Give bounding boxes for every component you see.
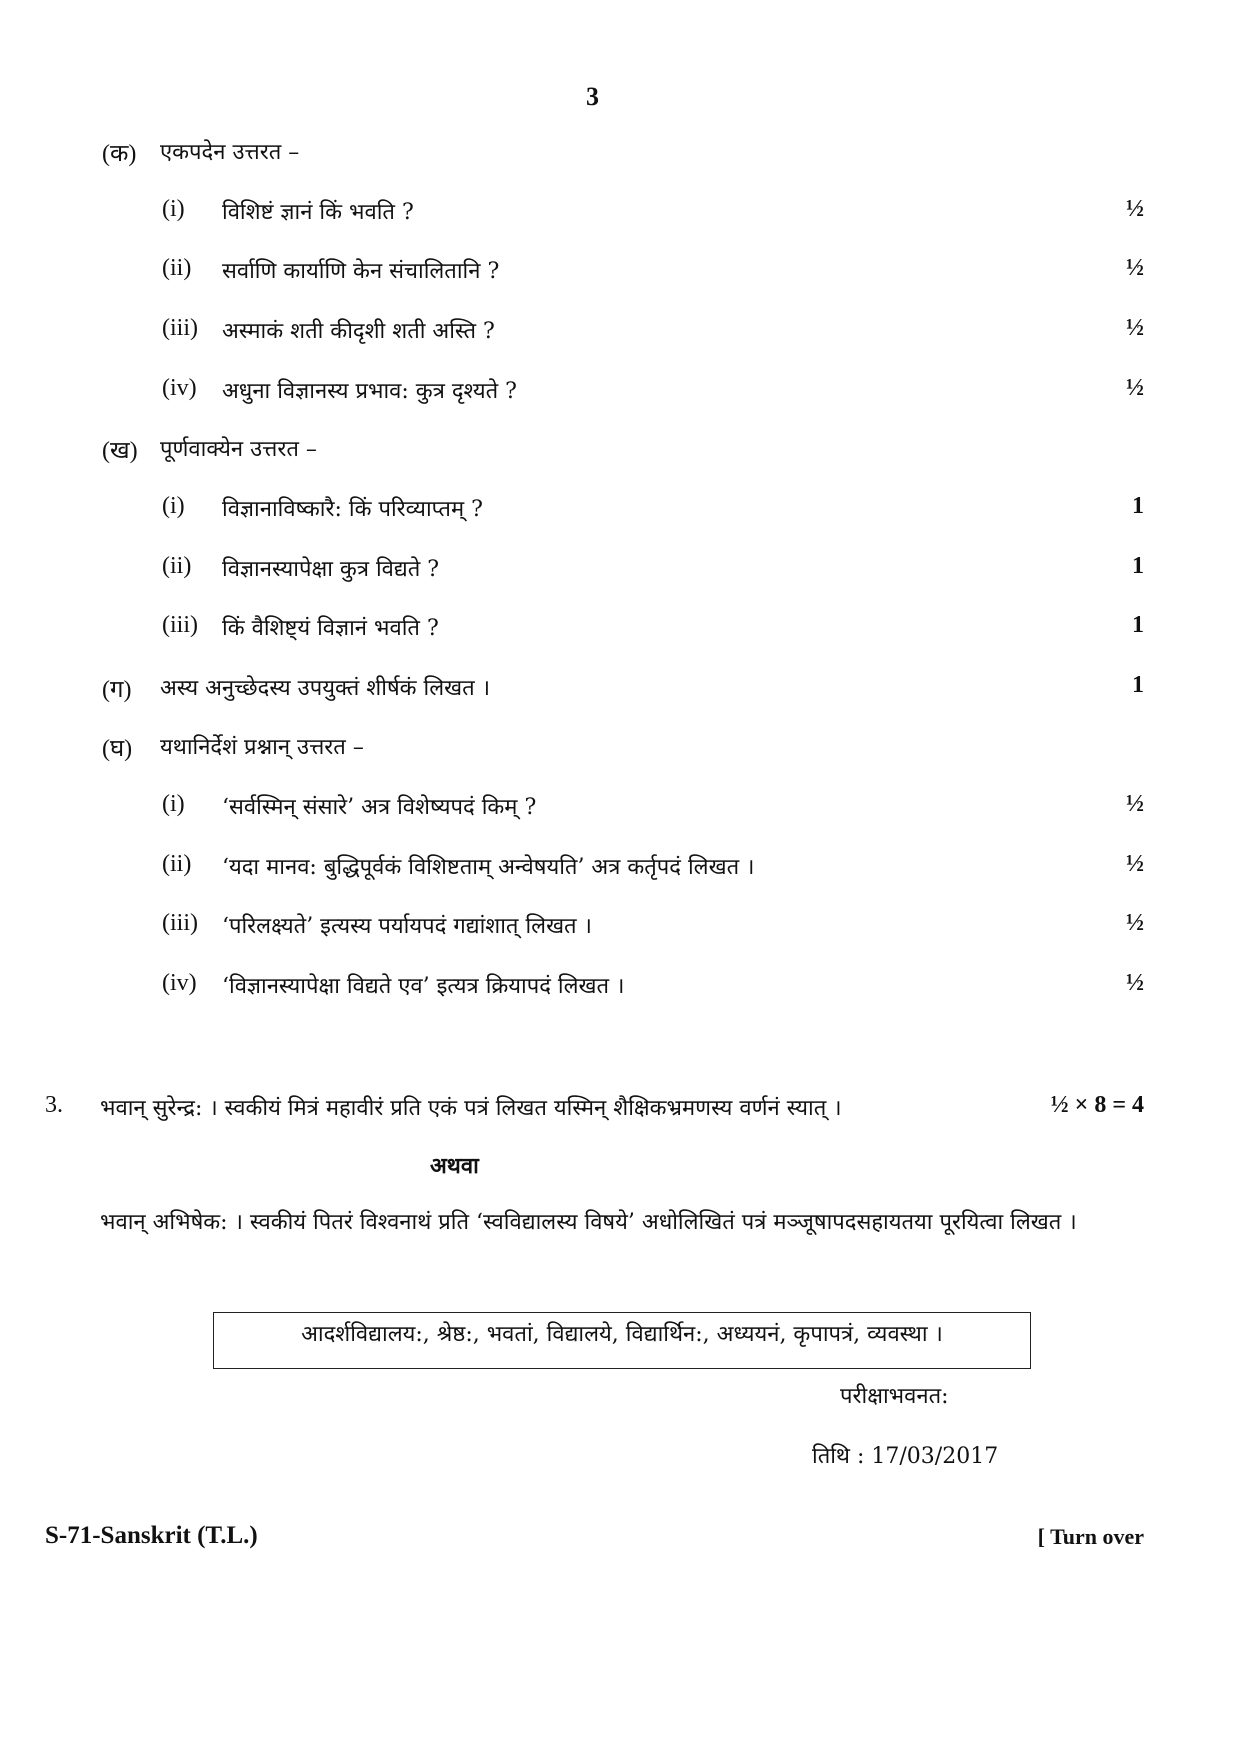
section-kha-label: (ख) [102,438,138,464]
gha-q3-marks: ½ [1126,910,1144,936]
ka-q2-text: सर्वाणि कार्याणि केन संचालितानि ? [222,259,500,284]
section-gha-label: (घ) [102,736,133,762]
gha-q4-marks: ½ [1126,970,1144,996]
ka-q3-marks: ½ [1126,315,1144,341]
section-ka-label: (क) [102,141,137,167]
kha-q1-num: (i) [162,493,185,519]
gha-q1-num: (i) [162,791,185,817]
section-ka-title: एकपदेन उत्तरत – [160,140,300,165]
kha-q3-text: किं वैशिष्ट्यं विज्ञानं भवति ? [222,616,439,641]
letter-sender-place: परीक्षाभवनत: [840,1384,949,1409]
gha-q4-num: (iv) [162,970,197,996]
paper-code: S-71-Sanskrit (T.L.) [45,1522,258,1549]
page-number: 3 [586,82,599,111]
gha-q4-text: ‘विज्ञानस्यापेक्षा विद्यते एव’ इत्यत्र क्रियापदं लिखत । [222,974,625,999]
ka-q2-num: (ii) [162,255,192,281]
gha-q1-text: ‘सर्वस्मिन् संसारे’ अत्र विशेष्यपदं किम् ? [222,795,537,820]
kha-q1-text: विज्ञानाविष्कारै: किं परिव्याप्तम् ? [222,497,483,522]
question-3-text: भवान् सुरेन्द्र: । स्वकीयं मित्रं महावीरं प्रति एकं पत्रं लिखत यस्मिन् शैक्षिकभ्रमणस्य वर्णनं स्यात् । [100,1096,842,1121]
kha-q2-text: विज्ञानस्यापेक्षा कुत्र विद्यते ? [222,557,440,582]
ka-q4-text: अधुना विज्ञानस्य प्रभाव: कुत्र दृश्यते ? [222,379,517,404]
kha-q3-num: (iii) [162,612,198,638]
kha-q2-marks: 1 [1132,553,1144,579]
ka-q4-marks: ½ [1126,375,1144,401]
gha-q3-text: ‘परिलक्ष्यते’ इत्यस्य पर्यायपदं गद्यांशात् लिखत । [222,914,592,939]
gha-q3-num: (iii) [162,910,198,936]
question-3-marks: ½ × 8 = 4 [1050,1092,1144,1118]
gha-q1-marks: ½ [1126,791,1144,817]
gha-q2-num: (ii) [162,851,192,877]
ka-q2-marks: ½ [1126,255,1144,281]
ka-q1-text: विशिष्टं ज्ञानं किं भवति ? [222,200,414,225]
kha-q3-marks: 1 [1132,612,1144,638]
gha-q2-text: ‘यदा मानव: बुद्धिपूर्वकं विशिष्टताम् अन्वेषयति’ अत्र कर्तृपदं लिखत । [222,855,755,880]
gha-q2-marks: ½ [1126,851,1144,877]
ka-q3-num: (iii) [162,315,198,341]
ka-q1-marks: ½ [1126,196,1144,222]
question-3-alternative-text: भवान् अभिषेक: । स्वकीयं पितरं विश्वनाथं प्रति ‘स्वविद्यालस्य विषये’ अधोलिखितं पत्रं मञ्जूषापदसहायतया पूरयित्वा लिखत । [100,1210,1077,1235]
section-kha-title: पूर्णवाक्येन उत्तरत – [160,437,317,462]
section-ga-title: अस्य अनुच्छेदस्य उपयुक्तं शीर्षकं लिखत । [160,676,491,701]
word-box: आदर्शविद्यालय:, श्रेष्ठ:, भवतां, विद्यालये, विद्यार्थिन:, अध्ययनं, कृपापत्रं, व्यवस्था । [213,1312,1031,1369]
letter-date: तिथि : 17/03/2017 [812,1444,999,1469]
section-gha-title: यथानिर्देशं प्रश्नान् उत्तरत – [160,735,364,760]
turn-over-note: [ Turn over [1037,1524,1144,1549]
ka-q4-num: (iv) [162,375,197,401]
ka-q1-num: (i) [162,196,185,222]
or-separator: अथवा [430,1153,479,1179]
kha-q2-num: (ii) [162,553,192,579]
question-3-number: 3. [45,1092,63,1118]
ka-q3-text: अस्माकं शती कीदृशी शती अस्ति ? [222,319,495,344]
ga-marks: 1 [1132,672,1144,698]
section-ga-label: (ग) [102,677,132,703]
kha-q1-marks: 1 [1132,493,1144,519]
